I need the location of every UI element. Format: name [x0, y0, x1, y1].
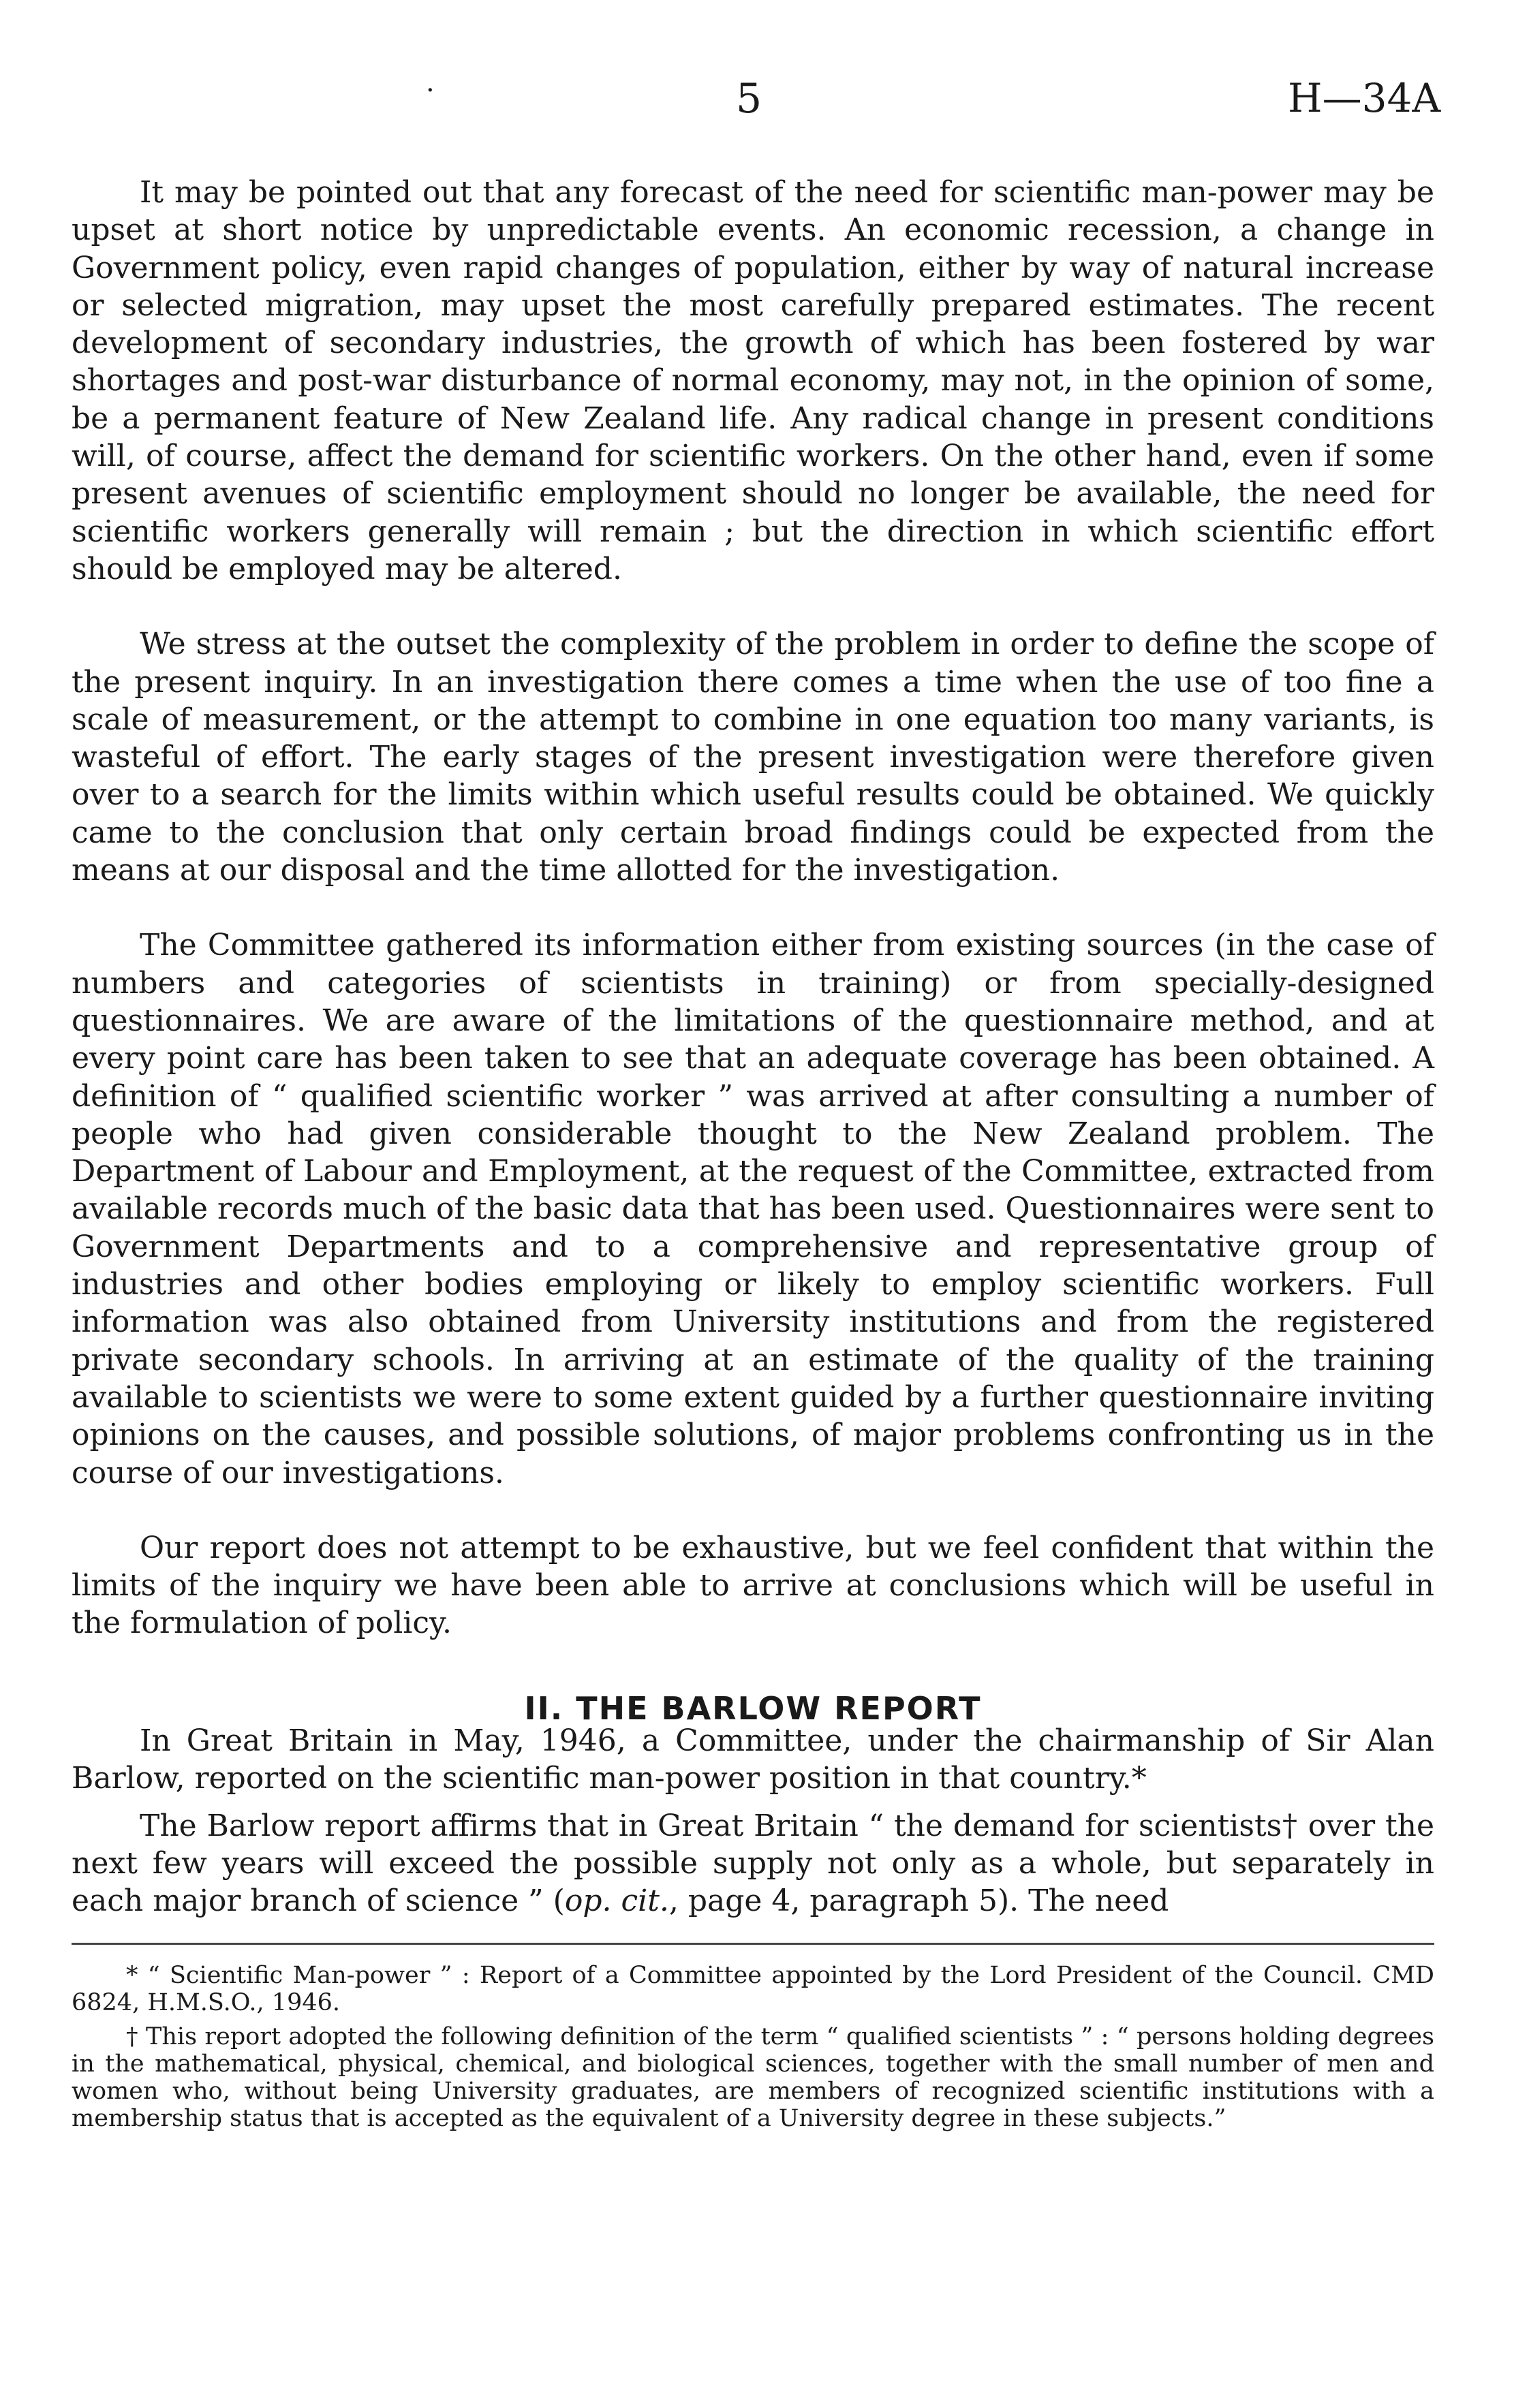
body-text: [72, 174, 1434, 1642]
header-mark: ·: [426, 75, 435, 106]
op-cit-italic: op. cit.: [564, 1883, 669, 1919]
footnote-dagger: † This report adopted the following definition of the term “ qualified scientists ” : “ persons holding degrees in the mathematical, physical, chemical, and biological sciences, together with the small number of men and women who, without being University graduates, are members of recognized scientific institutions with a membership status that is accepted as the equivalent of a University degree in these subjects.”: [72, 2023, 1434, 2132]
section-paragraph-2-b: , page 4, paragraph 5). The need: [668, 1883, 1169, 1919]
page-header: [0, 75, 1529, 129]
footnotes: [72, 1962, 1434, 2132]
document-reference: H—34A: [1288, 75, 1441, 121]
paragraph-3: The Committee gathered its information either from existing sources (in the case of numbers and categories of scientists in training) or from specially-designed questionnaires. We are aware of the limitations of the questionnaire method, and at every point care has been taken to see that an adequate coverage has been obtained. A definition of “ qualified scientific worker ” was arrived at after consulting a number of people who had given considerable thought to the New Zealand problem. The Department of Labour and Employment, at the request of the Committee, extracted from available records much of the basic data that has been used. Questionnaires were sent to Government Departments and to a comprehensive and representative group of industries and other bodies employing or likely to employ scientific workers. Full information was also obtained from University institutions and from the registered private secondary schools. In arriving at an estimate of the quality of the training available to scientists we were to some extent guided by a further questionnaire inviting opinions on the causes, and possible solutions, of major problems confronting us in the course of our investigations.: [72, 928, 1434, 1490]
section-body: [72, 1722, 1434, 1920]
paragraph-2: We stress at the outset the complexity of the problem in order to define the scope of the present inquiry. In an investigation there comes a time when the use of too fine a scale of measurement, or the attempt to combine in one equation too many variants, is wasteful of effort. The early stages of the present investigation were therefore given over to a search for the limits within which useful results could be obtained. We quickly came to the conclusion that only certain broad findings could be expected from the means at our disposal and the time allotted for the investigation.: [72, 627, 1434, 888]
footnote-asterisk: * “ Scientific Man-power ” : Report of a Committee appointed by the Lord President of the Council. CMD 6824, H.M.S.O., 1946.: [72, 1962, 1434, 2016]
footnote-divider: [72, 1943, 1434, 1945]
paragraph-1: It may be pointed out that any forecast of the need for scientific man-power may be upset at short notice by unpredictable events. An economic recession, a change in Government policy, even rapid changes of population, either by way of natural increase or selected migration, may upset the most carefully prepared estimates. The recent development of secondary industries, the growth of which has been fostered by war shortages and post-war disturbance of normal economy, may not, in the opinion of some, be a permanent feature of New Zealand life. Any radical change in present conditions will, of course, affect the demand for scientific workers. On the other hand, even if some present avenues of scientific employment should no longer be available, the need for scientific workers generally will remain ; but the direction in which scientific effort should be employed may be altered.: [72, 175, 1434, 587]
section-paragraph-1: In Great Britain in May, 1946, a Committee, under the chairmanship of Sir Alan Barlow, reported on the scientific man-power position in that country.*: [72, 1723, 1434, 1796]
page-number: 5: [736, 75, 762, 123]
section-paragraph-2-a: The Barlow report affirms that in Great Britain “ the demand for scientists† over the next few years will exceed the possible supply not only as a whole, but separately in each major branch of science ” (: [72, 1808, 1434, 1919]
paragraph-4: Our report does not attempt to be exhaustive, but we feel confident that within the limits of the inquiry we have been able to arrive at conclusions which will be useful in the formulation of policy.: [72, 1530, 1434, 1641]
section-heading: II. THE BARLOW REPORT: [524, 1690, 982, 1727]
section-paragraph-2: [72, 1807, 1434, 1920]
